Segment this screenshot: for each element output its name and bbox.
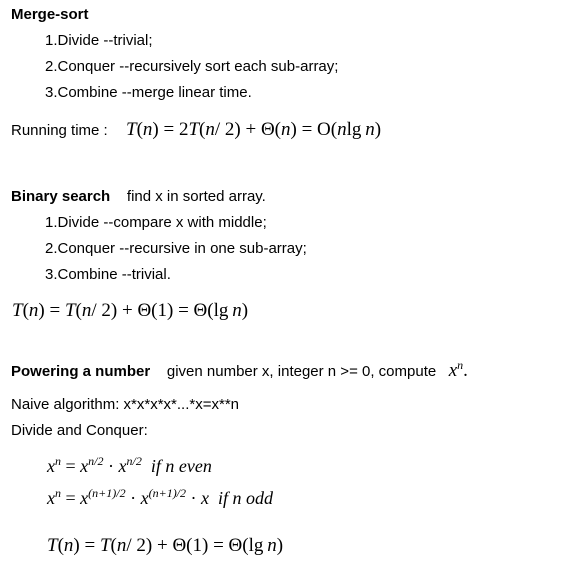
- binary-search-step-divide: 1.Divide --compare x with middle;: [45, 214, 267, 231]
- running-time-label: Running time :: [11, 122, 108, 139]
- power-even-formula: $x^n = x^{n/2} \cdot x^{n/2}$ if n even: [47, 454, 212, 476]
- merge-sort-step-combine: 3.Combine --merge linear time.: [45, 84, 252, 101]
- powering-recurrence: T(n) = T(n/ 2) + Θ(1) = Θ(lg n): [47, 535, 284, 556]
- binary-search-recurrence: T(n) = T(n/ 2) + Θ(1) = Θ(lg n): [12, 300, 249, 321]
- powering-description: given number x, integer n >= 0, compute: [166, 363, 437, 380]
- powering-heading: Powering a number: [11, 363, 151, 380]
- merge-sort-step-divide: 1.Divide --trivial;: [45, 32, 153, 49]
- naive-algorithm-line: Naive algorithm: x*x*x*x*...*x=x**n: [11, 396, 240, 413]
- power-odd-formula: $x^n = x^{(n+1)/2} \cdot x^{(n+1)/2} \cdot x$ if n odd: [47, 486, 274, 508]
- binary-search-title-line: [11, 189, 266, 204]
- binary-search-heading: Binary search: [11, 188, 111, 205]
- binary-search-step-combine: 3.Combine --trivial.: [45, 266, 171, 283]
- divide-and-conquer-label: Divide and Conquer:: [11, 422, 148, 439]
- binary-search-step-conquer: 2.Conquer --recursive in one sub-array;: [45, 240, 307, 257]
- powering-title-line: Powering a number given number x, integer n >= 0, compute $x^n$.: [11, 358, 468, 381]
- powering-compute-expr: $x^n$: [448, 358, 464, 381]
- merge-sort-step-conquer: 2.Conquer --recursively sort each sub-array;: [45, 58, 339, 75]
- merge-sort-heading: Merge-sort: [11, 6, 89, 23]
- binary-search-description: find x in sorted array.: [126, 188, 266, 205]
- merge-sort-recurrence: T(n) = 2T(n/ 2) + Θ(n) = O(nlg n): [126, 119, 382, 140]
